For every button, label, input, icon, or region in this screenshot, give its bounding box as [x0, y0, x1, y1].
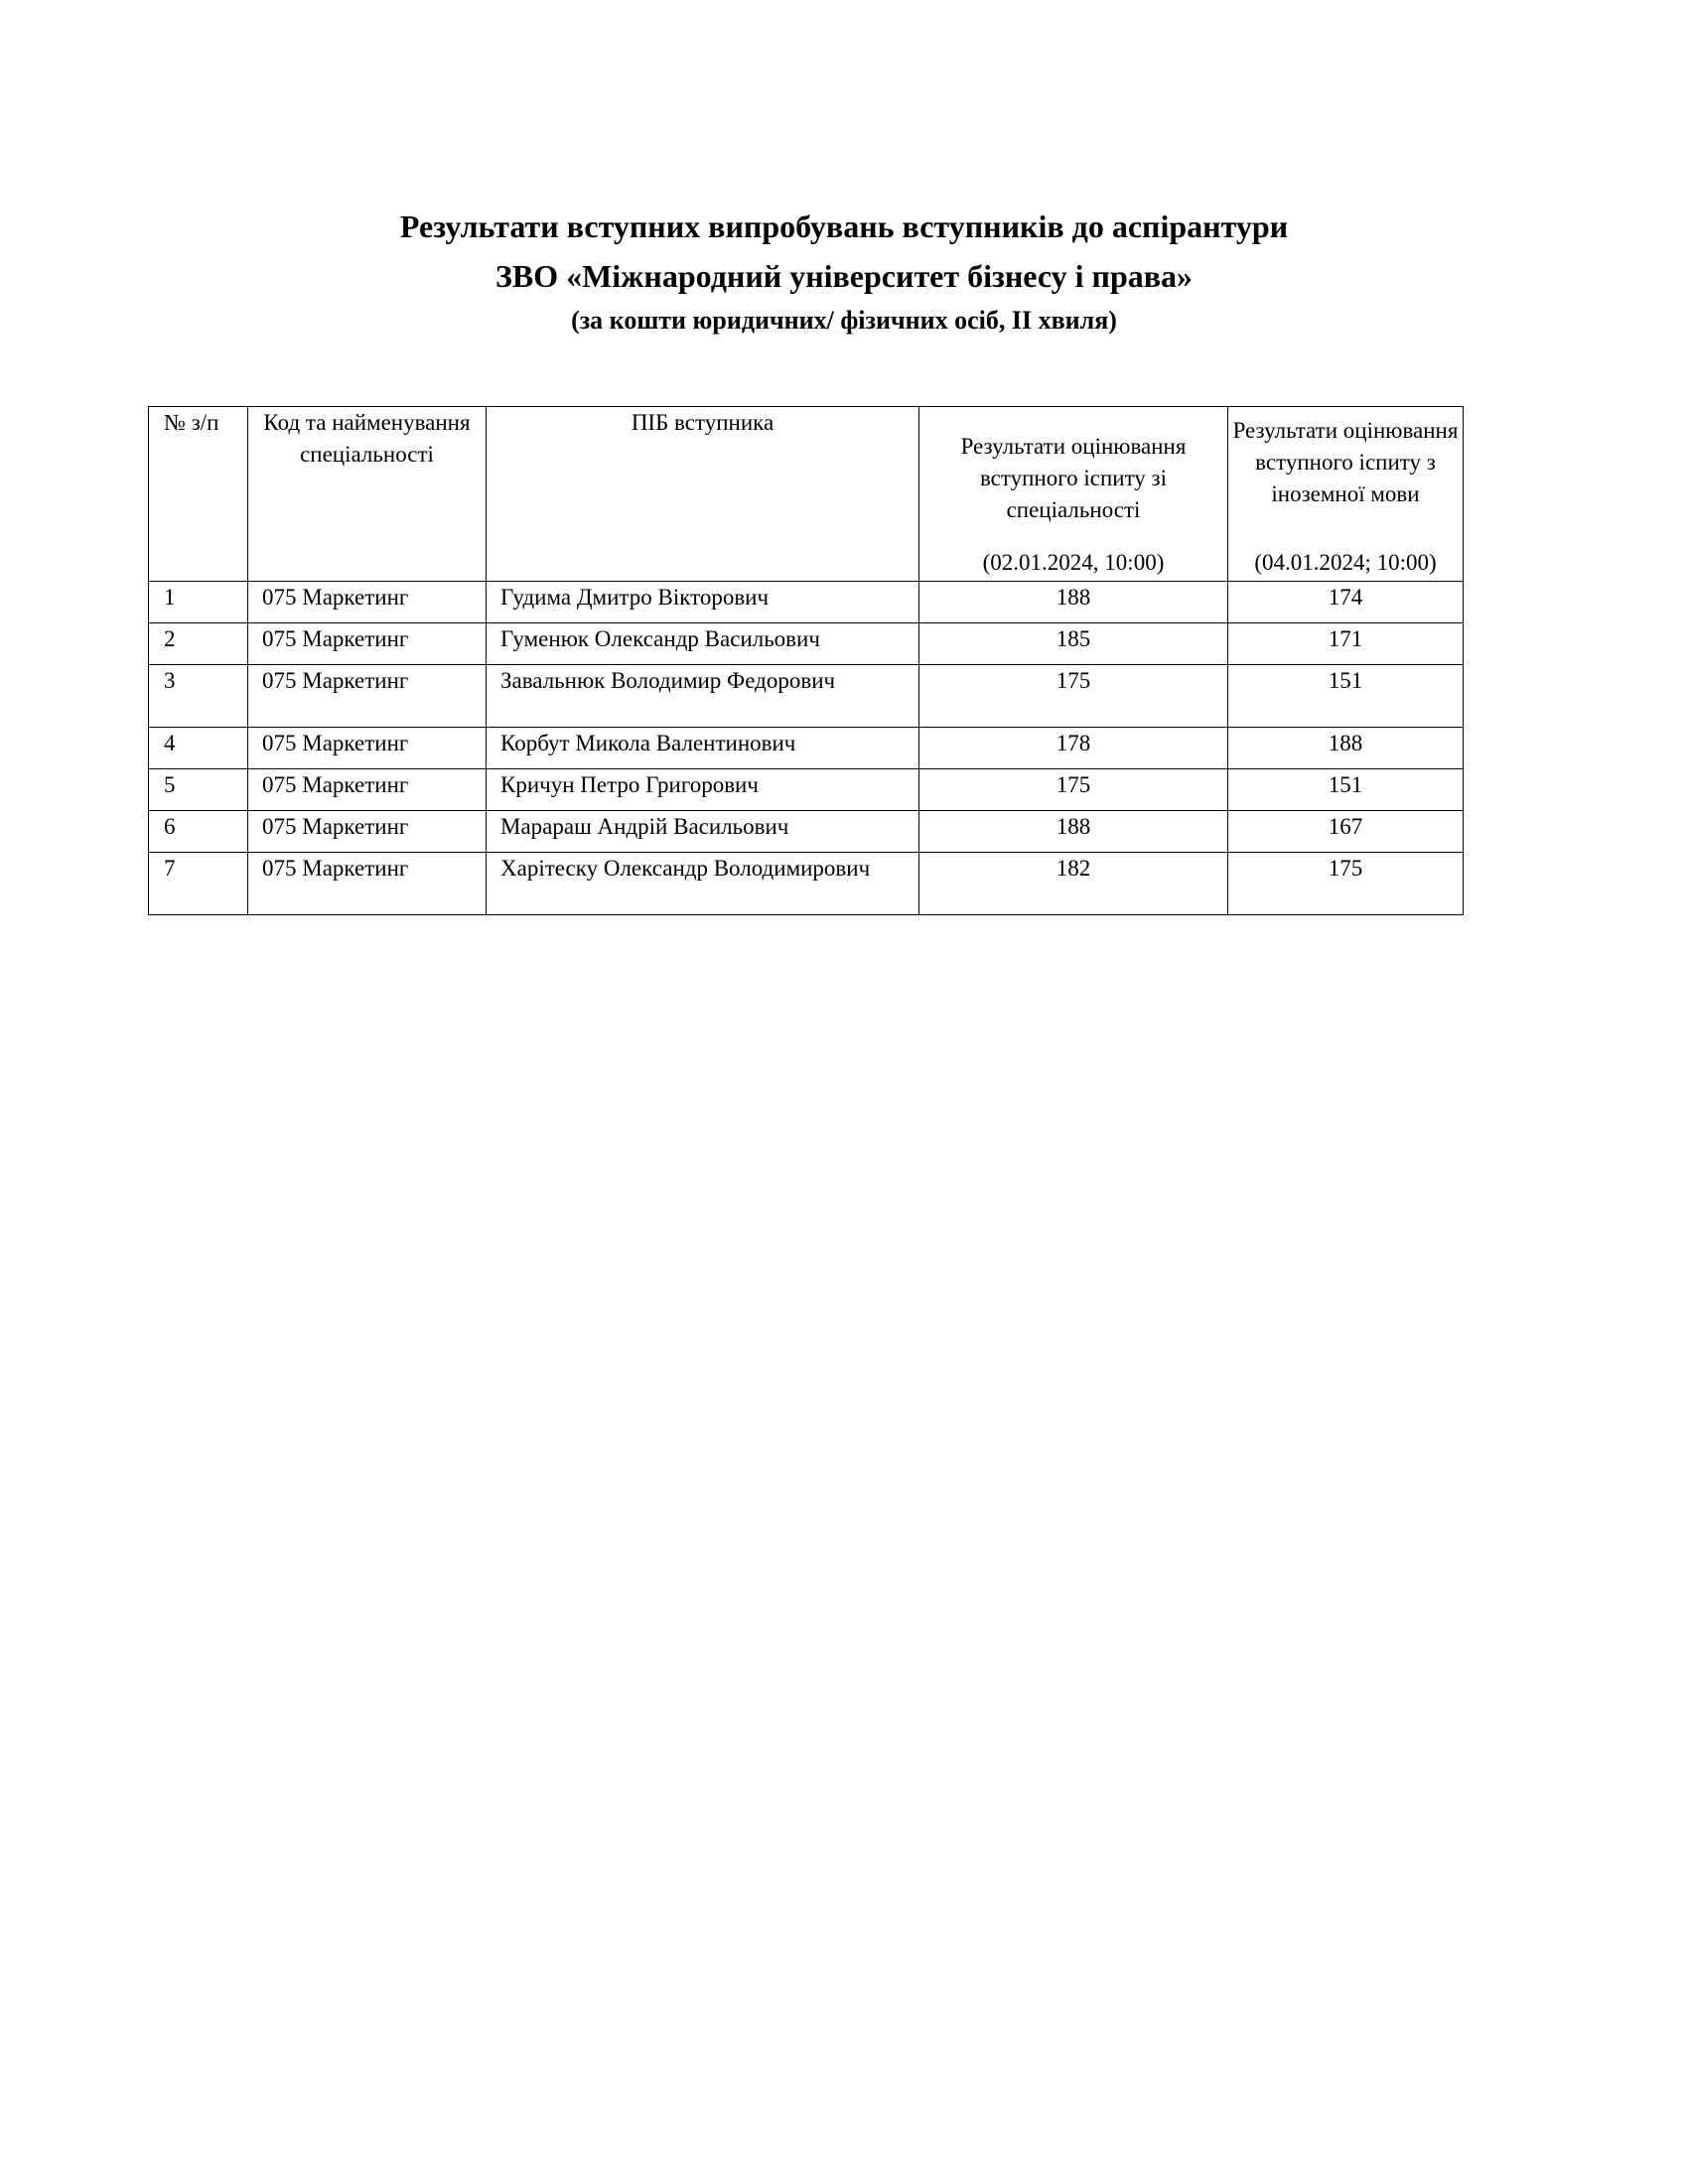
header-specialty: Код та найменування спеціальності: [248, 407, 487, 582]
row-applicant-name: Харітеску Олександр Володимирович: [487, 853, 919, 915]
header-specialty-exam-date: (02.01.2024, 10:00): [982, 550, 1165, 575]
table-header-row: [149, 407, 1464, 582]
row-number: 7: [149, 853, 248, 915]
row-applicant-name: Марараш Андрій Васильович: [487, 811, 919, 853]
row-specialty: 075 Маркетинг: [248, 853, 487, 915]
row-language-score: 175: [1228, 853, 1464, 915]
results-table: [148, 406, 1464, 915]
row-language-score: 174: [1228, 582, 1464, 623]
institution-name: ЗВО «Міжнародний університет бізнесу і права»: [494, 258, 1194, 294]
document-title: Результати вступних випробувань вступників до аспірантури: [399, 208, 1289, 244]
table-row: [149, 665, 1464, 728]
row-specialty: 075 Маркетинг: [248, 769, 487, 811]
header-specialty-exam-label: Результати оцінювання вступного іспиту зі спеціальності: [960, 434, 1187, 522]
header-language-exam-date: (04.01.2024; 10:00): [1254, 550, 1437, 575]
row-number: 4: [149, 728, 248, 769]
row-specialty-score: 175: [919, 665, 1228, 728]
table-row: [149, 582, 1464, 623]
row-applicant-name: Гудима Дмитро Вікторович: [487, 582, 919, 623]
row-applicant-name: Корбут Микола Валентинович: [487, 728, 919, 769]
row-specialty: 075 Маркетинг: [248, 811, 487, 853]
row-language-score: 167: [1228, 811, 1464, 853]
row-applicant-name: Завальнюк Володимир Федорович: [487, 665, 919, 728]
table-row: [149, 728, 1464, 769]
row-specialty-score: 178: [919, 728, 1228, 769]
row-language-score: 151: [1228, 665, 1464, 728]
row-specialty: 075 Маркетинг: [248, 582, 487, 623]
row-specialty-score: 185: [919, 623, 1228, 665]
row-specialty: 075 Маркетинг: [248, 665, 487, 728]
row-language-score: 151: [1228, 769, 1464, 811]
row-number: 2: [149, 623, 248, 665]
table-row: [149, 811, 1464, 853]
header-language-exam-label: Результати оцінювання вступного іспиту з іноземної мови: [1232, 418, 1459, 506]
row-language-score: 188: [1228, 728, 1464, 769]
row-number: 6: [149, 811, 248, 853]
document-subtitle: (за кошти юридичних/ фізичних осіб, ІІ хвиля): [571, 306, 1117, 335]
row-specialty-score: 182: [919, 853, 1228, 915]
row-specialty: 075 Маркетинг: [248, 728, 487, 769]
header-specialty-exam: [919, 407, 1228, 582]
row-specialty-score: 188: [919, 582, 1228, 623]
row-applicant-name: Кричун Петро Григорович: [487, 769, 919, 811]
table-row: [149, 769, 1464, 811]
row-specialty-score: 188: [919, 811, 1228, 853]
row-specialty: 075 Маркетинг: [248, 623, 487, 665]
row-applicant-name: Гуменюк Олександр Васильович: [487, 623, 919, 665]
header-name: ПІБ вступника: [487, 407, 919, 582]
table-row: [149, 623, 1464, 665]
row-number: 5: [149, 769, 248, 811]
row-specialty-score: 175: [919, 769, 1228, 811]
row-number: 1: [149, 582, 248, 623]
table-row: [149, 853, 1464, 915]
header-language-exam: [1228, 407, 1464, 582]
row-language-score: 171: [1228, 623, 1464, 665]
row-number: 3: [149, 665, 248, 728]
header-number: № з/п: [149, 407, 248, 582]
